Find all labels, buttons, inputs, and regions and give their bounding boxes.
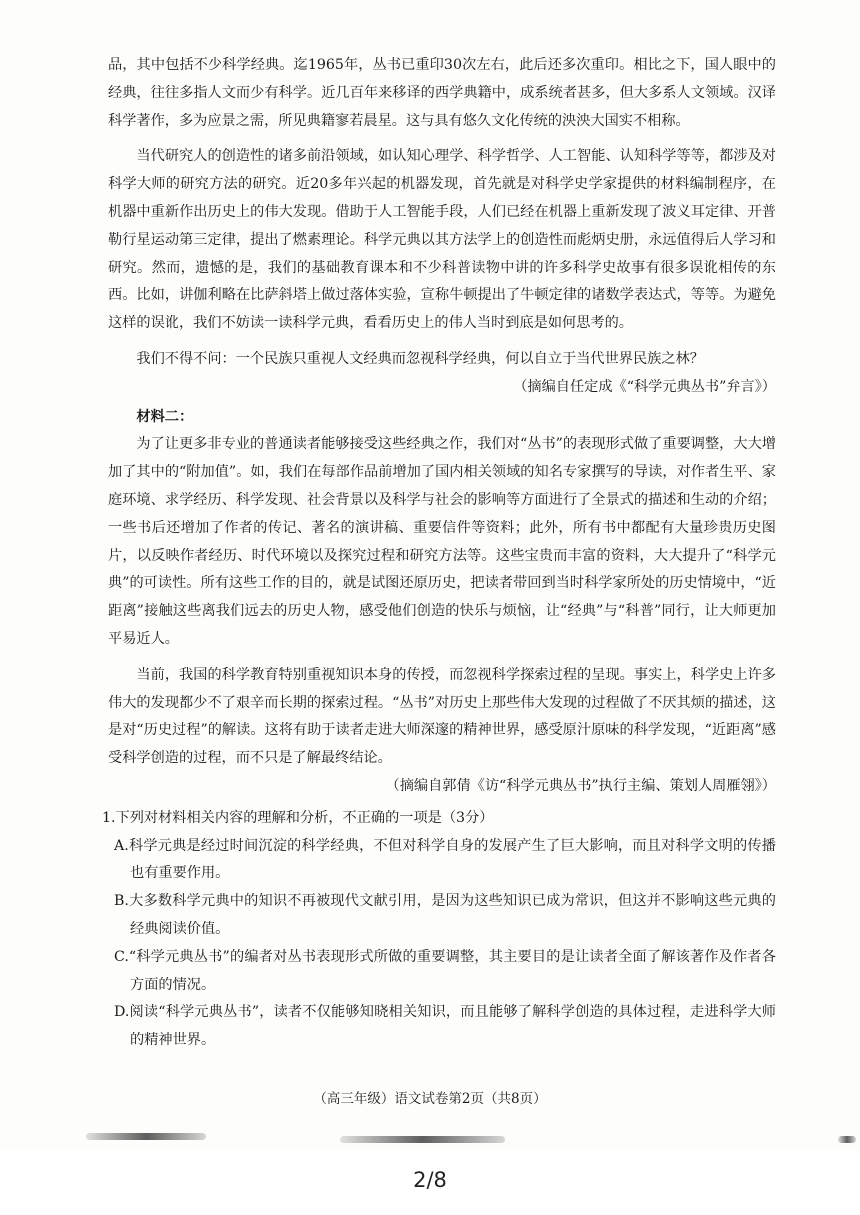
exam-text xyxy=(102,52,776,1055)
option-d: D.阅读“科学元典丛书”，读者不仅能够知晓相关知识，而且能够了解科学创造的具体过程，走进科学大师的精神世界。 xyxy=(114,1004,776,1049)
page-footer: （高三年级）语文试卷第2页（共8页） xyxy=(313,1091,547,1107)
paragraph-1: 品，其中包括不少科学经典。迄1965年，丛书已重印30次左右，此后还多次重印。相比之下，国人眼中的经典，往往多指人文而少有科学。近几百年来移译的西学典籍中，成系统者甚多，但大多系人文领域。汉译科学著作，多为应景之需，所见典籍寥若晨星。这与具有悠久文化传统的泱泱大国实不相称。 xyxy=(108,57,776,129)
option-b: B.大多数科学元典中的知识不再被现代文献引用，是因为这些知识已成为常识，但这并不影响这些元典的经典阅读价值。 xyxy=(114,893,776,937)
question-1 xyxy=(102,805,776,1055)
scan-smear-right xyxy=(838,1136,856,1143)
option-a: A.科学元典是经过时间沉淀的科学经典，不但对科学自身的发展产生了巨大影响，而且对科学文明的传播也有重要作用。 xyxy=(114,837,776,882)
paragraph-5: 当前，我国的科学教育特别重视知识本身的传授，而忽视科学探索过程的呈现。事实上，科学史上许多伟大的发现都少不了艰辛而长期的探索过程。“丛书”对历史上那些伟大发现的过程做了不厌其烦的描述，这是对“历史过程”的解读。这将有助于读者走进大师深邃的精神世界，感受原汁原味的科学发现，“近距离”感受科学创造的过程，而不只是了解最终结论。 xyxy=(108,666,776,767)
paragraph-3: 我们不得不问：一个民族只重视人文经典而忽视科学经典，何以自立于当代世界民族之林？ xyxy=(136,350,704,367)
page-indicator: 2/8 xyxy=(413,1168,447,1192)
scan-smear-middle xyxy=(340,1136,505,1143)
source-citation-2: （摘编自郭倩《访“科学元典丛书”执行主编、策划人周雁翎》） xyxy=(385,777,776,794)
paragraph-2: 当代研究人的创造性的诸多前沿领域，如认知心理学、科学哲学、人工智能、认知科学等等，都涉及对科学大师的研究方法的研究。近20多年兴起的机器发现，首先就是对科学史学家提供的材料编制程序，在机器中重新作出历史上的伟大发现。借助于人工智能手段，人们已经在机器上重新发现了波义耳定律、开普勒行星运动第三定律，提出了燃素理论。科学元典以其方法学上的创造性而彪炳史册，永远值得后人学习和研究。然而，遗憾的是，我们的基础教育课本和不少科普读物中讲的许多科学史故事有很多误讹相传的东西。比如，讲伽利略在比萨斜塔上做过落体实验，宣称牛顿提出了牛顿定律的诸数学表达式，等等。为避免这样的误讹，我们不妨读一读科学元典，看看历史上的伟人当时到底是如何思考的。 xyxy=(108,148,776,332)
paragraph-4: 为了让更多非专业的普通读者能够接受这些经典之作，我们对“丛书”的表现形式做了重要调整，大大增加了其中的“附加值”。如，我们在每部作品前增加了国内相关领域的知名专家撰写的导读，对作者生平、家庭环境、求学经历、科学发现、社会背景以及科学与社会的影响等方面进行了全景式的描述和生动的介绍；一些书后还增加了作者的传记、著名的演讲稿、重要信件等资料；此外，所有书中都配有大量珍贵历史图片，以反映作者经历、时代环境以及探究过程和研究方法等。这些宝贵而丰富的资料，大大提升了“科学元典”的可读性。所有这些工作的目的，就是试图还原历史，把读者带回到当时科学家所处的历史情境中，“近距离”接触这些离我们远去的历史人物，感受他们创造的快乐与烦恼，让“经典”与“科普”同行，让大师更加平易近人。 xyxy=(108,436,776,647)
scan-smear-left xyxy=(86,1133,206,1140)
option-c: C.“科学元典丛书”的编者对丛书表现形式所做的重要调整，其主要目的是让读者全面了解该著作及作者各方面的情况。 xyxy=(114,948,776,993)
material-2-heading: 材料二： xyxy=(136,408,194,425)
source-citation-1: （摘编自任定成《“科学元典丛书”弁言》） xyxy=(513,378,776,395)
question-stem: 1.下列对材料相关内容的理解和分析，不正确的一项是（3分） xyxy=(102,809,494,826)
